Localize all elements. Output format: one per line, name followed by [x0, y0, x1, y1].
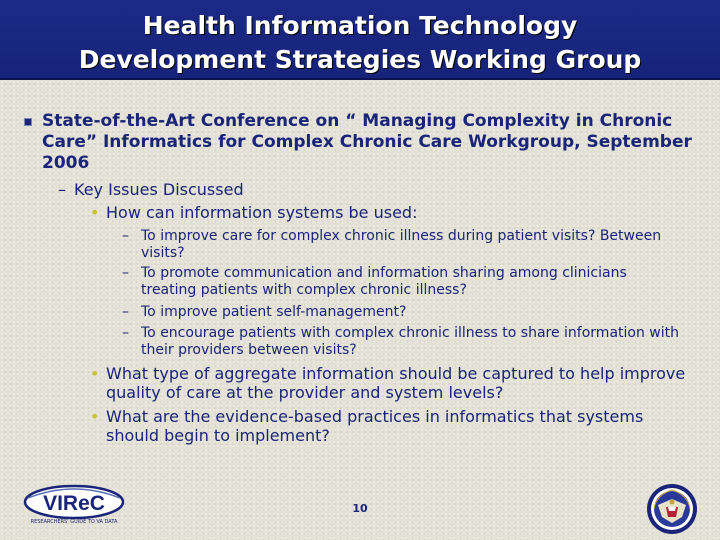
va-seal-icon	[646, 483, 698, 535]
use-item	[122, 265, 682, 299]
sub-heading	[58, 180, 244, 200]
bullet-dot-icon: •	[90, 364, 100, 383]
use-text: To improve care for complex chronic illness during patient visits? Between visits?	[141, 228, 662, 261]
page-number: 10	[352, 502, 368, 515]
question-text: What type of aggregate information should be captured to help improve quality of care at the provider and system levels?	[106, 364, 686, 402]
question-item	[90, 407, 700, 445]
virec-logo	[22, 484, 126, 526]
question-text: What are the evidence-based practices in informatics that systems should begin to implement?	[106, 407, 644, 445]
bullet-dot-icon: •	[90, 407, 100, 426]
question-text: How can information systems be used:	[106, 203, 418, 222]
square-bullet-icon	[24, 118, 32, 126]
slide-title	[0, 0, 720, 80]
dash-icon: –	[122, 265, 129, 281]
slide-title-line-1: Health Information Technology	[142, 11, 578, 40]
use-item	[122, 228, 682, 262]
use-item	[122, 304, 682, 321]
use-text: To encourage patients with complex chronic illness to share information with their providers between visits?	[141, 325, 679, 358]
use-item	[122, 325, 682, 359]
dash-icon: –	[122, 228, 129, 244]
dash-icon: –	[122, 304, 129, 320]
sub-heading-text: Key Issues Discussed	[74, 180, 244, 199]
logo-wordmark: VIReC	[43, 492, 105, 515]
use-text: To improve patient self-management?	[141, 304, 407, 320]
logo-tagline: RESEARCHERS' GUIDE TO VA DATA	[30, 519, 118, 525]
main-bullet: State-of-the-Art Conference on “ Managing Complexity in Chronic Care” Informatics for Complex Chronic Care Workgroup, September 2006	[42, 111, 692, 173]
use-text: To promote communication and information sharing among clinicians treating patients with complex chronic illness?	[141, 265, 627, 298]
question-item	[90, 203, 700, 222]
bullet-dot-icon: •	[90, 203, 100, 222]
question-item	[90, 364, 700, 402]
dash-icon: –	[122, 325, 129, 341]
dash-icon: –	[58, 180, 66, 199]
slide-title-line-2: Development Strategies Working Group	[78, 45, 642, 74]
